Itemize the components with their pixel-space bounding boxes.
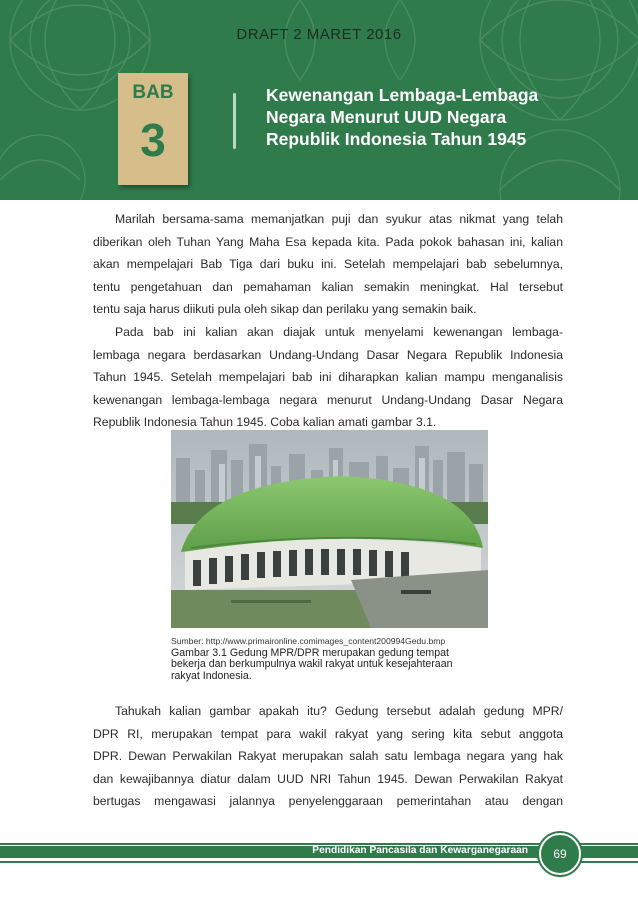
text-line: kewenangan lembaga-lembaga negara menurut Undang-Undang Dasar Negara — [93, 392, 563, 407]
chapter-number: 3 — [140, 114, 166, 166]
text-line: tentu saja harus diikuti pula oleh sikap dan perilaku yang semakin baik. — [93, 302, 477, 317]
bab-label: BAB — [132, 82, 174, 103]
text-line: lembaga negara berdasarkan Undang-Undang Dasar Negara Republik Indonesia — [93, 347, 563, 362]
photo-illustration — [171, 430, 488, 628]
footer-stripe — [575, 846, 638, 858]
chapter-title-line: Republik Indonesia Tahun 1945 — [266, 129, 527, 149]
figure-caption — [171, 648, 491, 682]
text-line: DPR RI, merupakan tempat para wakil rakyat yang sering kita sebut anggota — [93, 726, 563, 741]
body-paragraph — [93, 700, 563, 813]
text-line: Pada bab ini kalian akan diajak untuk menyelami kewenangan lembaga- — [115, 325, 563, 339]
chapter-header — [0, 0, 638, 200]
book-title: Pendidikan Pancasila dan Kewarganegaraan — [312, 845, 528, 856]
parliament-building-photo — [171, 430, 488, 628]
text-line: Republik Indonesia Tahun 1945. Coba kalian amati gambar 3.1. — [93, 415, 437, 430]
chapter-title-line: Kewenangan Lembaga-Lembaga — [266, 85, 539, 105]
text-line: Tahun 1945. Setelah mempelajari bab ini diharapkan kalian mampu menganalisis — [93, 370, 563, 385]
text-line: DPR. Dewan Perwakilan Rakyat merupakan salah satu lembaga negara yang hak — [93, 749, 563, 764]
page-number: 69 — [539, 833, 581, 875]
text-line: Tahukah kalian gambar apakah itu? Gedung tersebut adalah gedung MPR/ — [115, 704, 563, 718]
header-divider — [233, 93, 236, 149]
caption-line: rakyat Indonesia. — [171, 669, 252, 682]
text-line: akan mempelajari Bab Tiga dari buku ini. Setelah mempelajari bab sebelumnya, — [93, 257, 563, 272]
intro-paragraph-1 — [93, 208, 563, 321]
caption-line: Gambar 3.1 Gedung MPR/DPR merupakan gedung tempat — [171, 647, 449, 659]
text-line: bertugas mengawasi jalannya penyelenggaraan pemerintahan atau dengan — [93, 794, 563, 809]
chapter-number-badge — [118, 73, 188, 185]
text-line: dan kewajibannya diatur dalam UUD NRI Tahun 1945. Dewan Perwakilan Rakyat — [93, 771, 563, 786]
intro-paragraph-2 — [93, 321, 563, 434]
chapter-title — [266, 84, 576, 150]
draft-watermark: DRAFT 2 MARET 2016 — [236, 26, 402, 43]
figure-source: Sumber: http://www.primaironline.comimages_content200994Gedu.bmp — [171, 636, 446, 646]
caption-line: bekerja dan berkumpulnya wakil rakyat untuk kesejahteraan — [171, 658, 453, 671]
text-line: tentu pengetahuan dan pemahaman kalian semakin meningkat. Hal tersebut — [93, 279, 563, 294]
chapter-title-line: Negara Menurut UUD Negara — [266, 107, 507, 127]
text-line: Marilah bersama-sama memanjatkan puji dan syukur atas nikmat yang telah — [115, 212, 563, 226]
text-line: diberikan oleh Tuhan Yang Maha Esa kepada kita. Pada pokok bahasan ini, kalian — [93, 234, 563, 249]
